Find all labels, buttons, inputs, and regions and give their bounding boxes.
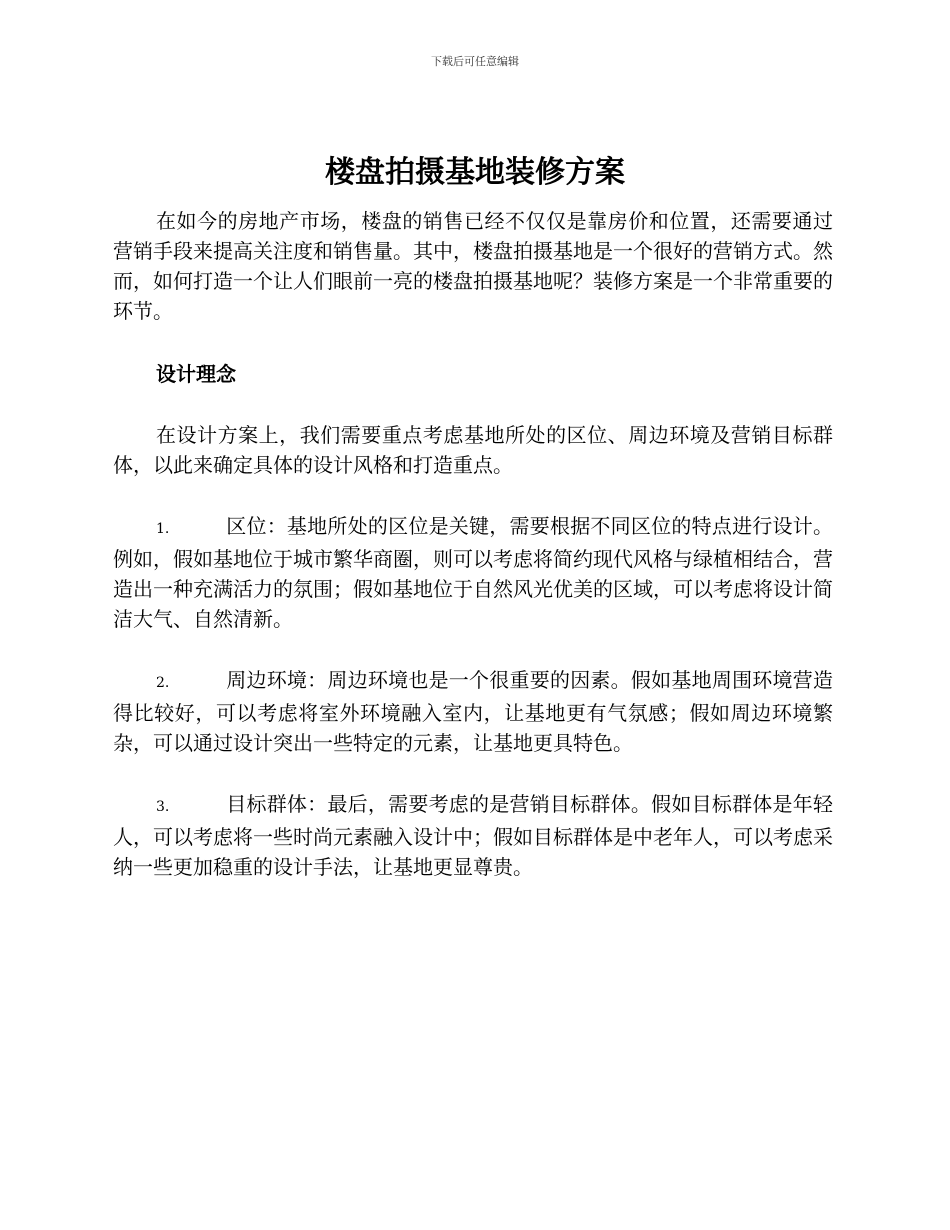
document-title: 楼盘拍摄基地装修方案	[325, 155, 625, 190]
document-body	[113, 206, 833, 913]
list-item-number: 1.	[156, 521, 170, 537]
list-item-number: 2.	[156, 675, 170, 691]
list-item-text: 目标群体：最后，需要考虑的是营销目标群体。假如目标群体是年轻人，可以考虑将一些时尚元素融入设计中；假如目标群体是中老年人，可以考虑采纳一些更加稳重的设计手法，让基地更显尊贵。	[113, 792, 833, 879]
design-paragraph: 在设计方案上，我们需要重点考虑基地所处的区位、周边环境及营销目标群体，以此来确定具体的设计风格和打造重点。	[113, 423, 833, 477]
list-item	[113, 789, 833, 882]
intro-paragraph: 在如今的房地产市场，楼盘的销售已经不仅仅是靠房价和位置，还需要通过营销手段来提高关注度和销售量。其中，楼盘拍摄基地是一个很好的营销方式。然而，如何打造一个让人们眼前一亮的楼盘拍摄基地呢？装修方案是一个非常重要的环节。	[113, 209, 833, 323]
section-heading: 设计理念	[156, 362, 236, 386]
list-item-number: 3.	[156, 799, 170, 815]
list-item-text: 周边环境：周边环境也是一个很重要的因素。假如基地周围环境营造得比较好，可以考虑将室外环境融入室内，让基地更有气氛感；假如周边环境繁杂，可以通过设计突出一些特定的元素，让基地更具特色。	[113, 668, 833, 755]
header-note: 下载后可任意编辑	[431, 55, 519, 68]
list-item	[113, 665, 833, 758]
list-item-text: 区位：基地所处的区位是关键，需要根据不同区位的特点进行设计。例如，假如基地位于城市繁华商圈，则可以考虑将简约现代风格与绿植相结合，营造出一种充满活力的氛围；假如基地位于自然风光优美的区域，可以考虑将设计简洁大气、自然清新。	[113, 514, 833, 631]
list-item	[113, 511, 833, 634]
